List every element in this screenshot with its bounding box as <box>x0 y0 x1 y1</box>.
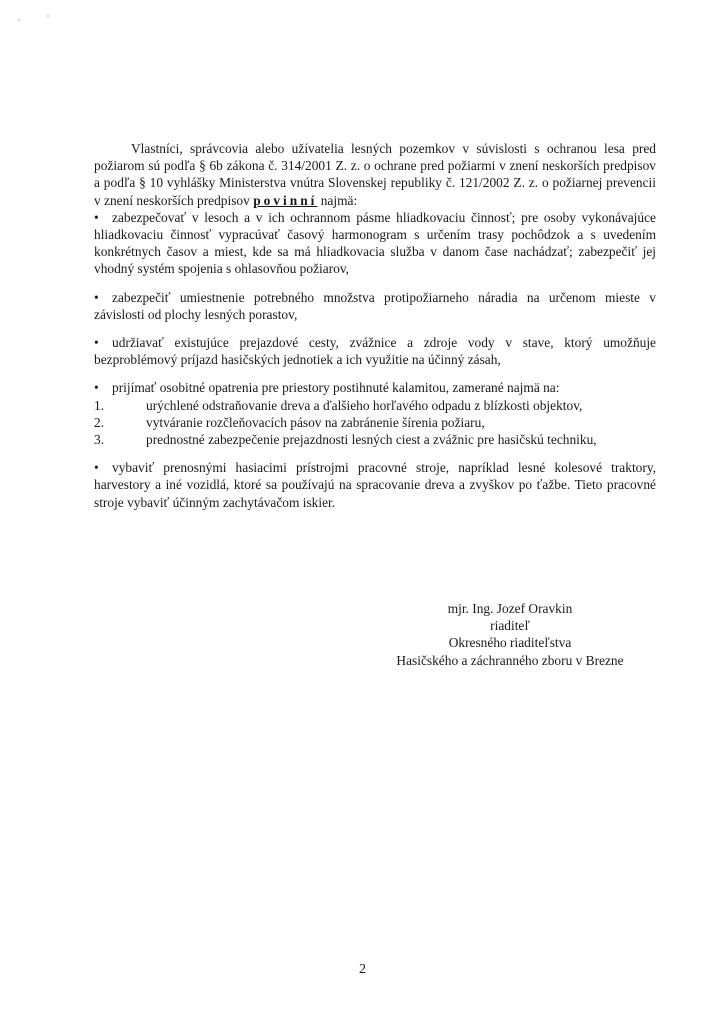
intro-emphasis: povinní <box>253 192 318 208</box>
scan-speck <box>47 15 49 17</box>
page-number: 2 <box>359 962 366 977</box>
intro-end: najmä: <box>320 192 358 208</box>
scan-speck <box>18 19 20 21</box>
intro-text: Vlastníci, správcovia alebo užívatelia lesných pozemkov v súvislosti s ochranou lesa pred požiarom sú podľa § 6b zákona č. 314/2001 Z. z. o ochrane pred požiarmi v znení neskorších predpisov a podľa § 10 vyhlášky Ministerstva vnútra Slovenskej republiky č. 121/2002 Z. z. o požiarnej prevencii v znení neskorších predpisov <box>94 141 656 208</box>
bullet-text: udržiavať existujúce prejazdové cesty, zvážnice a zdroje vody v stave, ktorý umožňuje bezproblémový príjazd hasičských jednotiek a ich využitie na účinný zásah, <box>94 335 656 368</box>
bullet-item-2 <box>94 289 656 323</box>
item-number: 2. <box>94 414 105 430</box>
bullet-icon: • <box>94 460 99 476</box>
numbered-item-1 <box>94 397 656 414</box>
bullet-item-5 <box>94 459 656 511</box>
bullet-text: zabezpečiť umiestnenie potrebného množstva protipožiarneho náradia na určenom mieste v závislosti od plochy lesných porastov, <box>94 289 656 322</box>
signatory-name: mjr. Ing. Jozef Oravkin <box>447 601 573 616</box>
numbered-list <box>94 397 656 449</box>
bullet-text: prijímať osobitné opatrenia pre priestory postihnuté kalamitou, zamerané najmä na: <box>112 380 560 396</box>
item-number: 1. <box>94 397 105 413</box>
bullet-text: vybaviť prenosnými hasiacimi prístrojmi pracovné stroje, napríklad lesné kolesové traktory, harvestory a iné vozidlá, ktoré sa používajú na spracovanie dreva a zvyškov po ťažbe. Tieto pracovné stroje vybaviť účinným zachytávačom iskier. <box>94 460 656 510</box>
item-number: 3. <box>94 432 105 448</box>
item-text: vytváranie rozčleňovacích pásov na zabránenie šírenia požiaru, <box>146 414 485 430</box>
signature-block <box>375 600 645 669</box>
signatory-title: riaditeľ <box>490 618 530 634</box>
numbered-item-3 <box>94 431 656 448</box>
bullet-icon: • <box>94 380 99 396</box>
bullet-icon: • <box>94 289 99 305</box>
signatory-org-line-2: Hasičského a záchranného zboru v Brezne <box>396 652 624 668</box>
bullet-item-4 <box>94 379 656 396</box>
signatory-org-line-1: Okresného riaditeľstva <box>448 635 572 651</box>
item-text: urýchlené odstraňovanie dreva a ďalšieho horľavého odpadu z blízkosti objektov, <box>146 397 583 413</box>
bullet-icon: • <box>94 335 99 351</box>
bullet-icon: • <box>94 209 99 225</box>
bullet-item-1 <box>94 209 656 278</box>
item-text: prednostné zabezpečenie prejazdnosti lesných ciest a zvážnic pre hasičskú techniku, <box>146 432 597 448</box>
document-body <box>94 140 656 511</box>
bullet-item-3 <box>94 334 656 368</box>
numbered-item-2 <box>94 414 656 431</box>
bullet-text: zabezpečovať v lesoch a v ich ochrannom pásme hliadkovaciu činnosť; pre osoby vykonávajúce hliadkovaciu činnosť vypracúvať časový harmonogram s určením trasy pochôdzok a s uvedením konkrétnych časov a miest, kde sa má hliadkovacia služba v danom čase nachádzať; zabezpečiť jej vhodný systém spojenia s ohlasovňou požiarov, <box>94 209 656 277</box>
intro-paragraph <box>94 140 656 209</box>
